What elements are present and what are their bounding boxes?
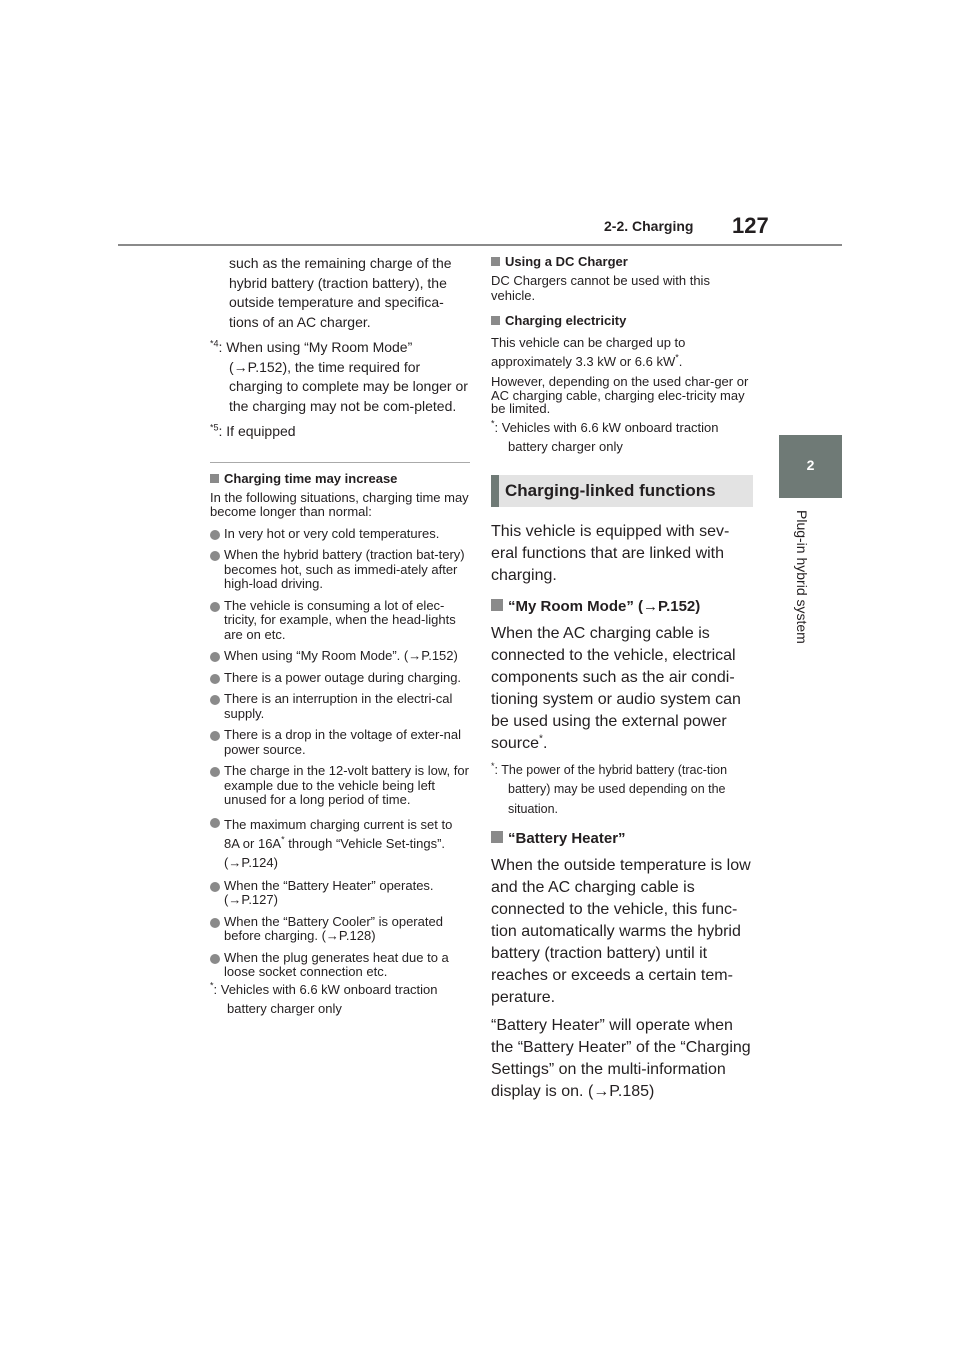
- footnote-mark: *: [539, 733, 543, 745]
- bullet-icon: [210, 652, 220, 662]
- subheading-text: Using a DC Charger: [505, 254, 628, 269]
- electricity-limit-text: However, depending on the used char-ger or AC charging cable, charging elec-tricity may be limited.: [491, 374, 749, 416]
- chapter-tab-number: 2: [779, 435, 842, 495]
- electricity-footnote: [491, 418, 753, 457]
- list-item-text: The vehicle is consuming a lot of elec-tricity, for example, when the head-lights are on etc.: [224, 597, 456, 642]
- bullet-icon: [210, 954, 220, 964]
- subheading-text: “Battery Heater”: [508, 830, 626, 847]
- list-item-text: There is a power outage during charging.: [224, 669, 462, 685]
- list-item: [210, 649, 470, 664]
- list-item: [210, 915, 470, 944]
- list-item-text: When the “Battery Cooler” is operated before charging. (→P.128): [224, 913, 443, 943]
- footnote-text: : When using “My Room Mode” (→P.152), the time required for charging to complete may be longer or the charging may not be com-pleted.: [218, 339, 468, 414]
- section-title: 2-2. Charging: [604, 218, 694, 234]
- footnote-mark: *: [281, 834, 285, 845]
- divider: [210, 462, 470, 463]
- paragraph-text: .: [542, 734, 548, 752]
- bullet-icon: [210, 551, 220, 561]
- page-number: 127: [732, 213, 769, 238]
- right-column: [491, 254, 753, 1109]
- bullet-icon: [210, 530, 220, 540]
- footnote-text: : The power of the hybrid battery (trac-tion battery) may be used depending on the situation.: [494, 762, 728, 816]
- subheading-battery-heater: [491, 829, 753, 849]
- square-bullet-icon: [491, 831, 503, 843]
- section-intro: This vehicle is equipped with sev-eral functions that are linked with charging.: [491, 522, 730, 584]
- list-item-text: When the hybrid battery (traction bat-tery) becomes hot, such as immedi-ately after high-load driving.: [224, 547, 465, 591]
- footnote-mark: *: [210, 980, 214, 991]
- list-item: [210, 879, 470, 908]
- footnote-mark: *: [491, 418, 495, 429]
- list-item: [210, 951, 470, 980]
- continuation-text: such as the remaining charge of the hybrid battery (traction battery), the outside temperature and specifica-tions of an AC charger.: [229, 255, 452, 330]
- subheading-text: Charging time may increase: [224, 470, 398, 486]
- list-item: [210, 692, 470, 721]
- footnote-mark: *5: [210, 422, 219, 433]
- battery-heater-setting-text: “Battery Heater” will operate when the “Battery Heater” of the “Charging Settings” on the multi-information display is on. (→P.185): [491, 1017, 751, 1100]
- bullet-icon: [210, 767, 220, 777]
- subheading-dc-charger: [491, 254, 753, 270]
- square-bullet-icon: [210, 474, 219, 483]
- square-bullet-icon: [491, 316, 500, 325]
- list-item: [210, 599, 470, 643]
- left-column: [210, 254, 470, 1019]
- footnote-text: : Vehicles with 6.6 kW onboard traction battery charger only: [213, 981, 438, 1016]
- chapter-tab-label: Plug-in hybrid system: [794, 510, 810, 644]
- bullet-icon: [210, 918, 220, 928]
- list-item: [210, 728, 470, 757]
- paragraph-text: This vehicle can be charged up to approximately 3.3 kW or 6.6 kW: [491, 335, 686, 369]
- footnote-star: [210, 980, 470, 1019]
- condition-list: [210, 527, 470, 980]
- footnote-mark: *: [675, 352, 679, 363]
- list-item: [210, 527, 470, 542]
- bullet-icon: [210, 882, 220, 892]
- dc-text: DC Chargers cannot be used with this vehicle.: [491, 273, 710, 303]
- list-item-text: The maximum charging current is set to 8A or 16A: [224, 816, 453, 851]
- header-rule: [118, 244, 842, 246]
- list-item-text: through “Vehicle Set-tings”. (→P.124): [224, 835, 446, 870]
- list-item-text: In very hot or very cold temperatures.: [224, 525, 440, 541]
- list-item-text: There is a drop in the voltage of exter-nal power source.: [224, 727, 462, 757]
- bullet-icon: [210, 695, 220, 705]
- square-bullet-icon: [491, 257, 500, 266]
- list-item-text: There is an interruption in the electri-cal supply.: [224, 691, 453, 721]
- list-item-text: When the plug generates heat due to a loose socket connection etc.: [224, 949, 449, 979]
- list-item: [210, 671, 470, 686]
- list-item-text: When the “Battery Heater” operates. (→P.127): [224, 877, 434, 907]
- chapter-tab-bar: [779, 495, 842, 498]
- footnote-mark: *4: [210, 338, 219, 349]
- list-item-text: When using “My Room Mode”. (→P.152): [224, 648, 458, 663]
- list-item: [210, 548, 470, 592]
- bullet-icon: [210, 818, 220, 828]
- paragraph-text: .: [678, 354, 683, 369]
- subheading-charging-time: [210, 471, 470, 487]
- electricity-text: [491, 333, 753, 371]
- paragraph-text: When the AC charging cable is connected to the vehicle, electrical components such as the air condi-tioning system or audio system can be used using the external power source: [491, 624, 741, 752]
- my-room-text: [491, 623, 753, 755]
- subheading-charging-electricity: [491, 313, 753, 329]
- intro-text: In the following situations, charging time may become longer than normal:: [210, 489, 469, 519]
- bullet-icon: [210, 731, 220, 741]
- battery-heater-text: When the outside temperature is low and the AC charging cable is connected to the vehicle, this func-tion automatically warms the hybrid battery (traction battery) until it reaches or exceeds a certain tem-perature.: [491, 857, 751, 1006]
- footnote-5: [210, 422, 470, 442]
- subheading-text: Charging electricity: [505, 313, 627, 328]
- square-bullet-icon: [491, 599, 503, 611]
- list-item: [210, 764, 470, 808]
- footnote-text: : Vehicles with 6.6 kW onboard traction battery charger only: [494, 419, 719, 454]
- list-item-text: The charge in the 12-volt battery is low, for example due to the vehicle being left unused for a long period of time.: [224, 763, 469, 807]
- subheading-text: “My Room Mode” (→P.152): [508, 597, 701, 615]
- footnote-4: [210, 338, 470, 416]
- footnote-mark: *: [491, 760, 495, 771]
- bullet-icon: [210, 602, 220, 612]
- list-item: [210, 815, 470, 872]
- subheading-my-room-mode: [491, 597, 753, 617]
- my-room-footnote: [491, 761, 753, 820]
- section-heading: Charging-linked functions: [491, 475, 753, 507]
- bullet-icon: [210, 674, 220, 684]
- footnote-text: : If equipped: [218, 423, 296, 439]
